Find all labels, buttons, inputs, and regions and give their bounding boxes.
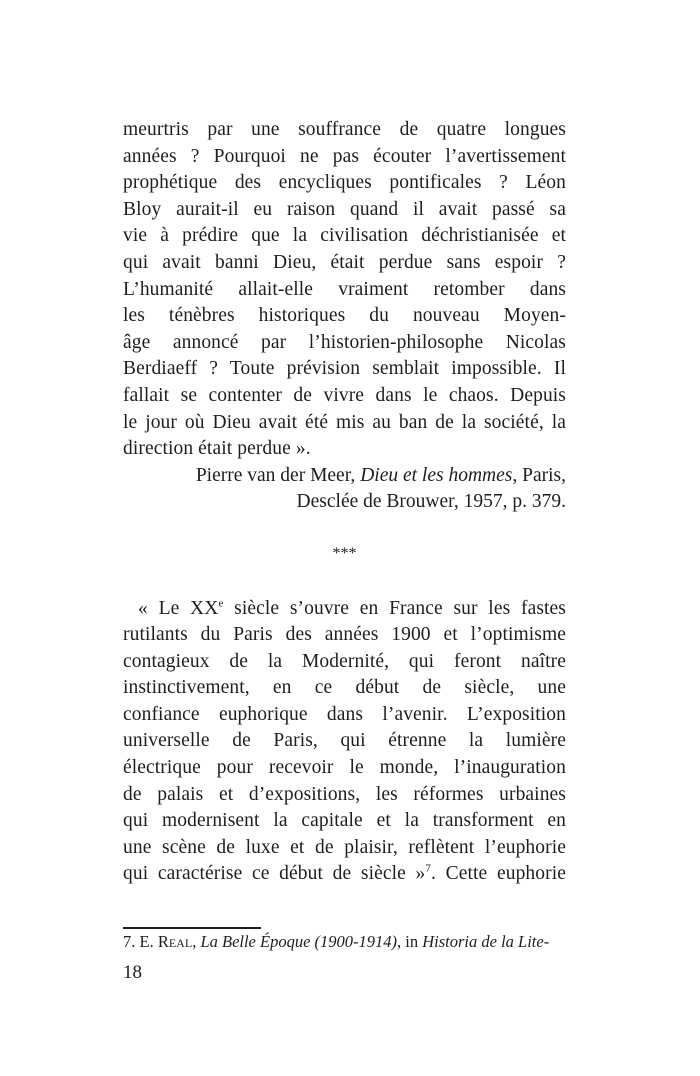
footnote	[123, 931, 549, 953]
text-span: « Le XX	[138, 597, 219, 619]
quote-citation	[123, 463, 566, 490]
footnote-title: La Belle Époque (1900-1914)	[200, 932, 398, 951]
footnote-number: 7. E.	[123, 932, 158, 951]
paragraph-line: une scène de luxe et de plaisir, reflètent l’euphorie	[123, 836, 566, 858]
quote-line: qui avait banni Dieu, était perdue sans espoir ?	[123, 251, 566, 273]
citation-place: Paris,	[517, 464, 566, 486]
quote-line: fallait se contenter de vivre dans le chaos. Depuis	[123, 384, 566, 406]
paragraph-line: confiance euphorique dans l’avenir. L’exposition	[123, 703, 566, 725]
footnote-source: Historia de la Lite-	[422, 932, 550, 951]
paragraph-line	[123, 596, 566, 623]
paragraph-line: électrique pour recevoir le monde, l’inauguration	[123, 757, 566, 779]
quote-line: Berdiaeff ? Toute prévision semblait impossible. Il	[123, 358, 566, 380]
paragraph-line: contagieux de la Modernité, qui feront naître	[123, 650, 566, 672]
text-span: ,	[192, 932, 201, 951]
paragraph-line: instinctivement, en ce début de siècle, une	[123, 677, 566, 699]
quote-line: Bloy aurait-il eu raison quand il avait passé sa	[123, 198, 566, 220]
superscript: e	[218, 597, 224, 609]
citation-title: Dieu et les hommes,	[360, 464, 518, 486]
quote-line: prophétique des encycliques pontificales ? Léon	[123, 172, 566, 194]
paragraph-line: universelle de Paris, qui étrenne la lumière	[123, 730, 566, 752]
quote-line: années ? Pourquoi ne pas écouter l’avertissement	[123, 145, 566, 167]
paragraph-line: de palais et d’expositions, les réformes urbaines	[123, 783, 566, 805]
footnote-author: Real	[157, 932, 193, 951]
quote-line: vie à prédire que la civilisation déchristianisée et	[123, 225, 566, 247]
quote-line: le jour où Dieu avait été mis au ban de la société, la	[123, 411, 566, 433]
paragraph-line: rutilants du Paris des années 1900 et l’optimisme	[123, 624, 566, 646]
page-body	[123, 117, 566, 888]
quote-line: direction était perdue ».	[123, 438, 311, 460]
citation-author: Pierre van der Meer,	[195, 464, 361, 486]
text-span: siècle s’ouvre en France sur les fastes	[223, 597, 566, 619]
footnote-reference[interactable]: 7	[425, 862, 432, 875]
citation-publisher: Desclée de Brouwer, 1957, p. 379.	[296, 491, 566, 513]
paragraph-line	[123, 861, 566, 888]
page-number: 18	[123, 962, 142, 983]
text-span: . Cette euphorie	[431, 863, 566, 885]
quote-line: L’humanité allait-elle vraiment retomber dans	[123, 278, 566, 300]
quote-line: les ténèbres historiques du nouveau Moyen-	[123, 305, 566, 327]
body-paragraph	[123, 596, 566, 889]
quote-line: meurtris par une souffrance de quatre longues	[123, 119, 566, 140]
text-span: , in	[397, 932, 423, 951]
quote-block	[123, 117, 566, 516]
paragraph-line: qui modernisent la capitale et la transforment en	[123, 810, 566, 832]
quote-line: âge annoncé par l’historien-philosophe Nicolas	[123, 331, 566, 353]
footnote-rule	[123, 927, 261, 929]
section-separator: ***	[332, 544, 357, 562]
text-span: qui caractérise ce début de siècle »	[123, 863, 426, 885]
